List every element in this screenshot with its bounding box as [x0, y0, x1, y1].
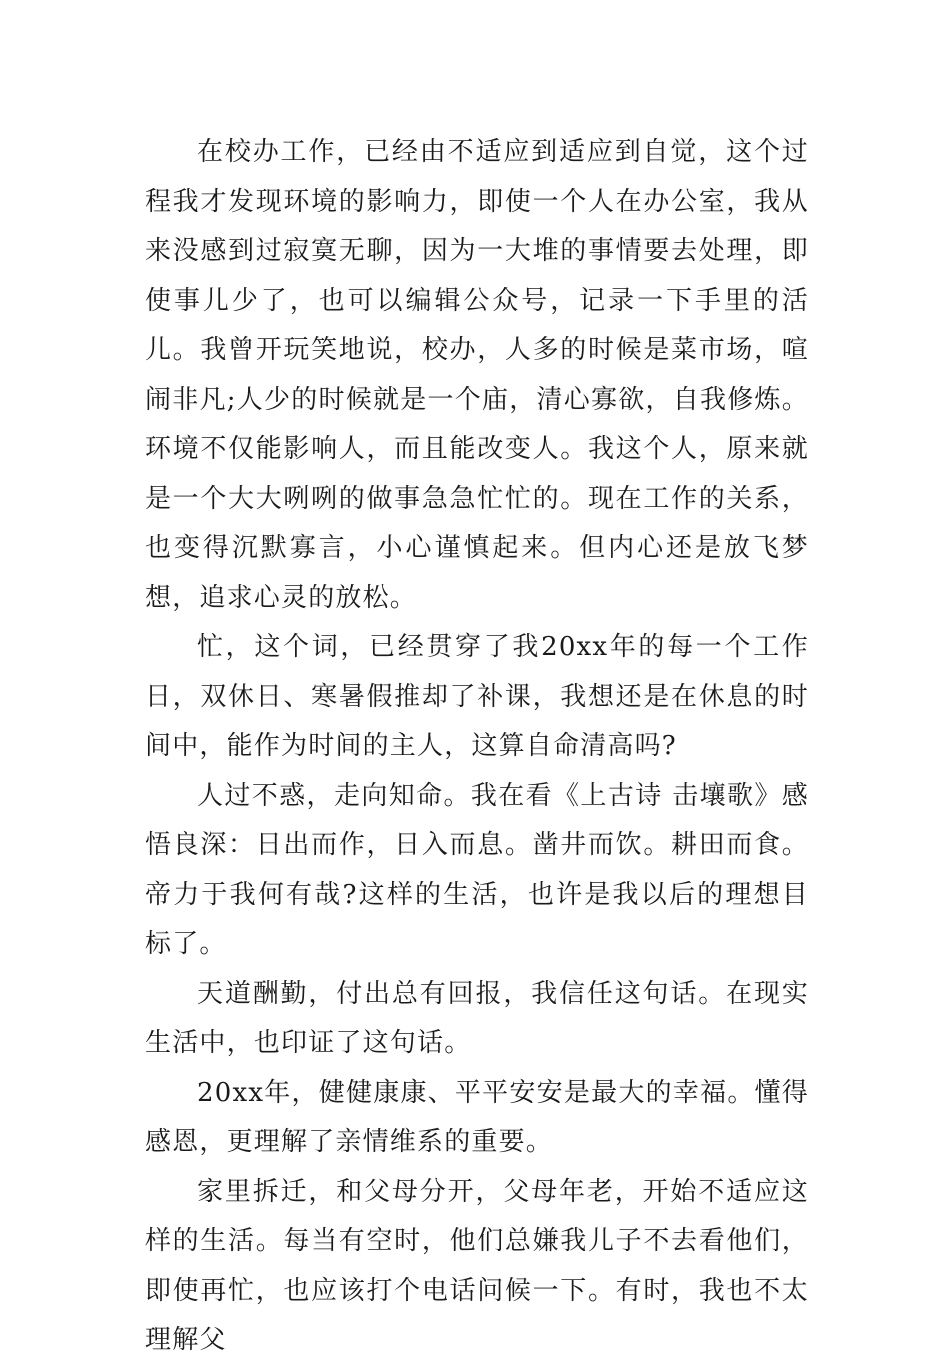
paragraph-health: 20xx年，健健康康、平平安安是最大的幸福。懂得感恩，更理解了亲情维系的重要。 — [145, 1077, 809, 1157]
paragraph-family: 家里拆迁，和父母分开，父母年老，开始不适应这样的生活。每当有空时，他们总嫌我儿子不去看他们，即使再忙，也应该打个电话问候一下。有时，我也不太理解父 — [145, 1176, 809, 1355]
document-body — [145, 128, 809, 1366]
paragraph-busy: 忙，这个词，已经贯穿了我20xx年的每一个工作日，双休日、寒暑假推却了补课，我想还是在休息的时间中，能作为时间的主人，这算自命清高吗? — [145, 632, 809, 761]
paragraph-ancient-poem: 人过不惑，走向知命。我在看《上古诗 击壤歌》感悟良深：日出而作，日入而息。凿井而饮。耕田而食。帝力于我何有哉?这样的生活，也许是我以后的理想目标了。 — [145, 780, 809, 959]
paragraph-school-office: 在校办工作，已经由不适应到适应到自觉，这个过程我才发现环境的影响力，即使一个人在办公室，我从来没感到过寂寞无聊，因为一大堆的事情要去处理，即使事儿少了，也可以编辑公众号，记录一下手里的活儿。我曾开玩笑地说，校办，人多的时候是菜市场，喧闹非凡;人少的时候就是一个庙，清心寡欲，自我修炼。环境不仅能影响人，而且能改变人。我这个人，原来就是一个大大咧咧的做事急急忙忙的。现在工作的关系，也变得沉默寡言，小心谨慎起来。但内心还是放飞梦想，追求心灵的放松。 — [145, 137, 809, 613]
paragraph-diligence: 天道酬勤，付出总有回报，我信任这句话。在现实生活中，也印证了这句话。 — [145, 978, 809, 1058]
